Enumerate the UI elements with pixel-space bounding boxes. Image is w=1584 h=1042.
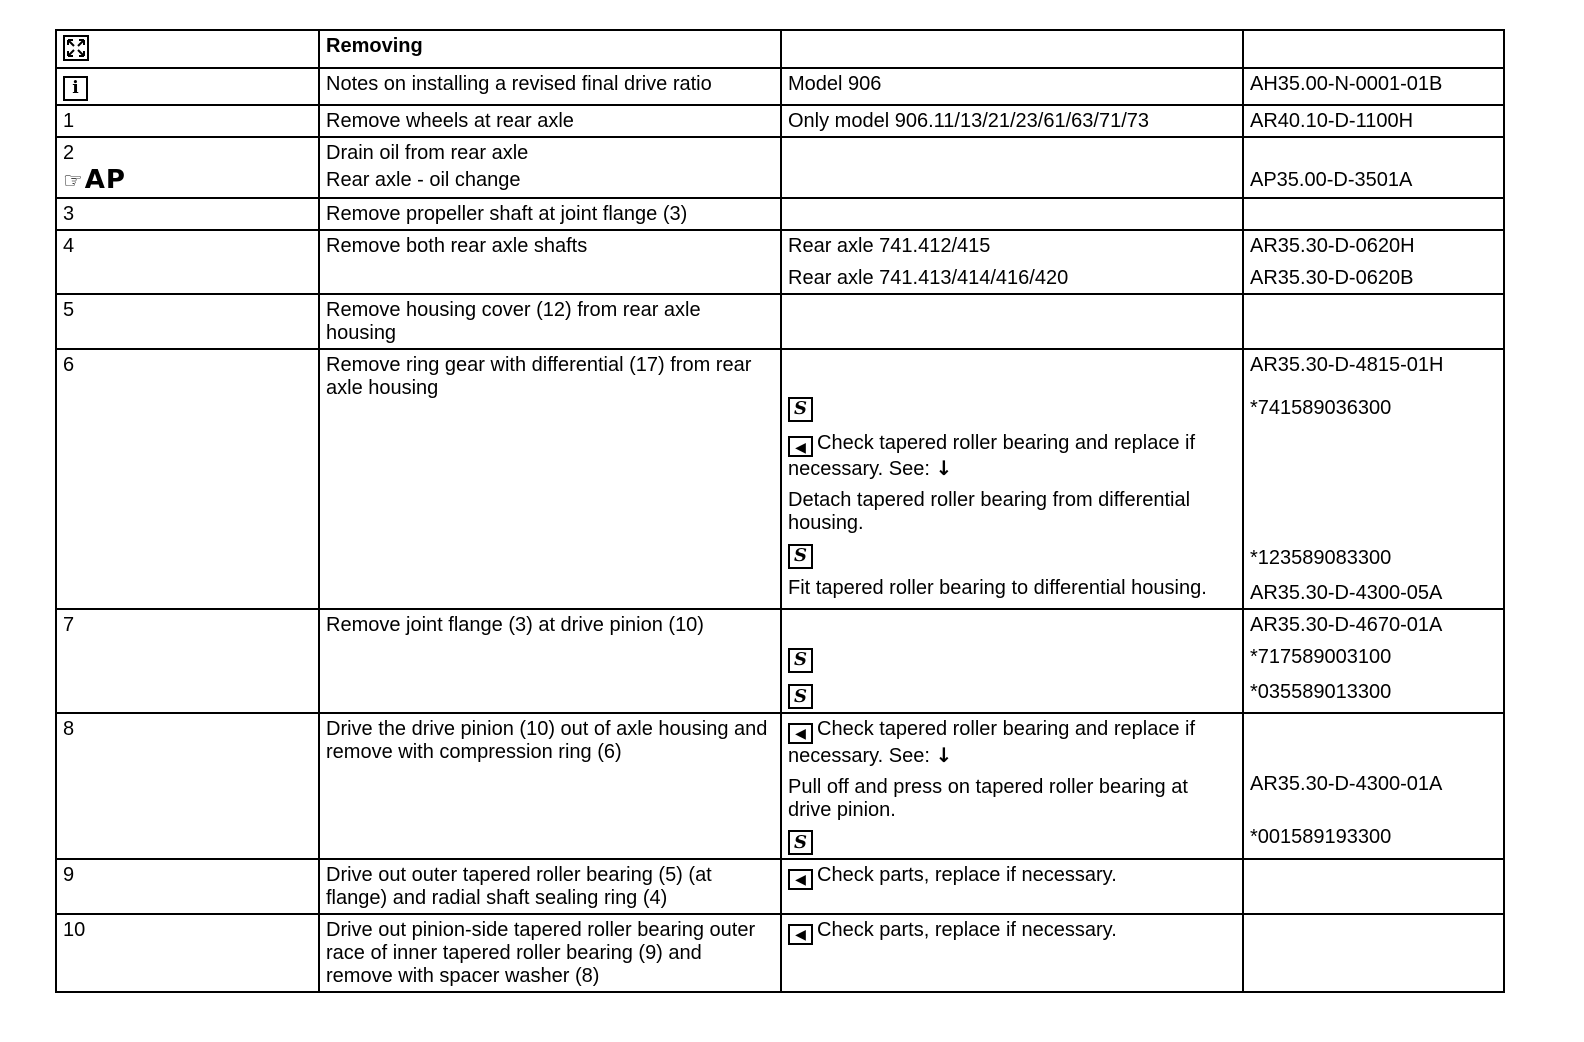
pointing-hand-icon: ☞ <box>63 168 83 193</box>
step-condition-cell <box>781 349 1243 609</box>
table-row <box>56 137 1504 198</box>
removal-procedure-table <box>55 29 1505 993</box>
tool-number: *001589193300 <box>1250 826 1392 848</box>
info-icon-cell <box>56 68 319 105</box>
special-tool-icon: S <box>788 684 813 709</box>
tool-marker <box>788 828 1236 856</box>
step-text-cell <box>319 137 781 198</box>
header-empty-cell <box>1243 30 1504 68</box>
table-row <box>56 914 1504 992</box>
step-number: 6 <box>56 349 319 609</box>
step-text: Drain oil from rear axle <box>326 142 529 164</box>
info-reference-cell <box>1243 68 1504 105</box>
special-tool-icon: S <box>788 830 813 855</box>
check-text: Check tapered roller bearing and replace if necessary. See: <box>788 718 1195 767</box>
table-row <box>56 349 1504 609</box>
check-text: Check tapered roller bearing and replace if necessary. See: <box>788 431 1195 480</box>
step-condition: Rear axle 741.412/415 <box>788 235 991 257</box>
check-icon: ◀ <box>788 436 813 457</box>
step-condition-cell <box>781 137 1243 198</box>
special-tool-icon: S <box>788 544 813 569</box>
check-text: Check parts, replace if necessary. <box>817 864 1117 886</box>
step-reference-link[interactable]: AR40.10-D-1100H <box>1243 105 1504 137</box>
down-arrow-icon[interactable]: ↓ <box>935 456 953 480</box>
check-icon: ◀ <box>788 924 813 945</box>
check-text: Check parts, replace if necessary. <box>817 919 1117 941</box>
tool-marker <box>788 541 1236 569</box>
step-condition-cell <box>781 294 1243 349</box>
pull-reference-link[interactable]: AR35.30-D-4300-01A <box>1250 773 1443 795</box>
tool-marker <box>788 394 1236 422</box>
step-text: Remove both rear axle shafts <box>319 230 781 294</box>
step-reference-cell <box>1243 713 1504 859</box>
table-row <box>56 713 1504 859</box>
check-icon: ◀ <box>788 723 813 744</box>
step-number: 9 <box>56 859 319 914</box>
ap-marker <box>63 165 312 195</box>
step-number: 5 <box>56 294 319 349</box>
step-reference-cell <box>1243 914 1504 992</box>
tool-marker <box>788 645 1236 673</box>
step-text: Drive the drive pinion (10) out of axle housing and remove with compression ring (6) <box>319 713 781 859</box>
ap-reference-link[interactable]: AP35.00-D-3501A <box>1250 169 1413 191</box>
table-row <box>56 294 1504 349</box>
step-text: Drive out outer tapered roller bearing (5) (at flange) and radial shaft sealing ring (4) <box>319 859 781 914</box>
step-reference-cell <box>1243 230 1504 294</box>
step-text: Remove propeller shaft at joint flange (3) <box>319 198 781 230</box>
check-note <box>788 718 1236 768</box>
step-reference-cell <box>1243 137 1504 198</box>
table-row <box>56 105 1504 137</box>
step-condition-cell <box>781 230 1243 294</box>
ap-label: AP <box>84 165 126 195</box>
header-icon-cell <box>56 30 319 68</box>
step-condition-cell <box>781 713 1243 859</box>
tool-number: *035589013300 <box>1250 681 1392 703</box>
step-text: Remove ring gear with differential (17) from rear axle housing <box>319 349 781 609</box>
step-text: Remove housing cover (12) from rear axle housing <box>319 294 781 349</box>
header-empty-cell <box>781 30 1243 68</box>
ap-text: Rear axle - oil change <box>326 169 521 191</box>
tool-number: *123589083300 <box>1250 547 1392 569</box>
step-text: Remove joint flange (3) at drive pinion (10) <box>319 609 781 713</box>
info-row <box>56 68 1504 105</box>
step-reference-cell <box>1243 859 1504 914</box>
pull-text: Pull off and press on tapered roller bearing at drive pinion. <box>788 775 1188 821</box>
table-row <box>56 609 1504 713</box>
step-text: Remove wheels at rear axle <box>319 105 781 137</box>
step-reference-link[interactable]: AR35.30-D-0620H <box>1250 235 1415 257</box>
info-condition: Model 906 <box>788 73 882 95</box>
step-reference-link[interactable]: AR35.30-D-4815-01H <box>1250 354 1444 376</box>
section-title: Removing <box>326 35 423 57</box>
step-number: 3 <box>56 198 319 230</box>
table-row <box>56 230 1504 294</box>
detach-text: Detach tapered roller bearing from differential housing. <box>788 489 1191 534</box>
step-reference-cell <box>1243 294 1504 349</box>
tool-number: *717589003100 <box>1250 646 1392 668</box>
step-number: 1 <box>56 105 319 137</box>
table-row <box>56 198 1504 230</box>
step-condition-cell <box>781 609 1243 713</box>
tool-number: *741589036300 <box>1250 397 1392 419</box>
info-reference-link[interactable]: AH35.00-N-0001-01B <box>1250 73 1443 95</box>
tool-marker <box>788 682 1236 710</box>
info-icon: i <box>63 76 88 101</box>
special-tool-icon: S <box>788 648 813 673</box>
step-reference-link[interactable]: AR35.30-D-4670-01A <box>1250 614 1443 636</box>
header-row <box>56 30 1504 68</box>
step-text: Drive out pinion-side tapered roller bearing outer race of inner tapered roller bearing (9) and remove with spacer washer (8) <box>319 914 781 992</box>
info-text: Notes on installing a revised final drive ratio <box>326 73 712 95</box>
table-row <box>56 859 1504 914</box>
step-reference-link[interactable]: AR35.30-D-0620B <box>1250 267 1414 289</box>
check-note <box>788 919 1236 945</box>
step-number: 8 <box>56 713 319 859</box>
check-note <box>788 864 1236 890</box>
down-arrow-icon[interactable]: ↓ <box>935 742 953 767</box>
check-note <box>788 432 1236 482</box>
step-reference-cell <box>1243 609 1504 713</box>
step-number-cell <box>56 137 319 198</box>
step-condition: Rear axle 741.413/414/416/420 <box>788 267 1069 289</box>
header-title-cell <box>319 30 781 68</box>
step-number: 2 <box>63 142 75 164</box>
step-condition-cell <box>781 914 1243 992</box>
step-number: 10 <box>56 914 319 992</box>
check-icon: ◀ <box>788 869 813 890</box>
special-tool-icon: S <box>788 397 813 422</box>
step-number: 4 <box>56 230 319 294</box>
info-text-cell <box>319 68 781 105</box>
fit-text: Fit tapered roller bearing to differential housing. <box>788 576 1207 599</box>
step-condition-cell <box>781 859 1243 914</box>
step-condition: Only model 906.11/13/21/23/61/63/71/73 <box>781 105 1243 137</box>
expand-arrows-icon <box>63 35 89 61</box>
info-condition-cell <box>781 68 1243 105</box>
step-condition-cell <box>781 198 1243 230</box>
step-number: 7 <box>56 609 319 713</box>
step-reference-cell <box>1243 349 1504 609</box>
fit-reference-link[interactable]: AR35.30-D-4300-05A <box>1250 582 1443 604</box>
step-reference-cell <box>1243 198 1504 230</box>
